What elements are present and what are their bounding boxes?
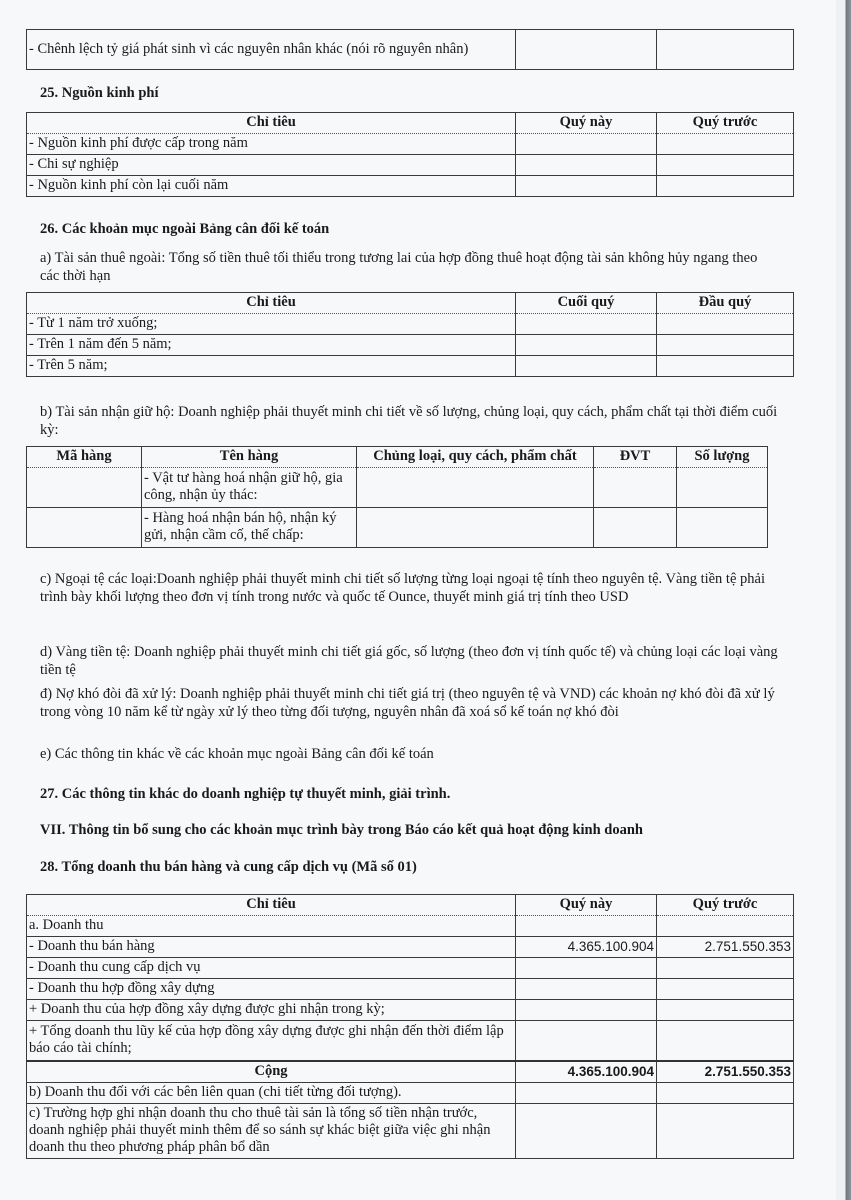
funding-table — [26, 112, 794, 197]
row-label: b) Doanh thu đối với các bên liên quan (chi tiết từng đối tượng). — [27, 1083, 516, 1104]
row-label: - Nguồn kinh phí được cấp trong năm — [27, 134, 516, 155]
row-value — [516, 1000, 657, 1021]
row-code — [27, 508, 142, 548]
row-unit — [594, 468, 677, 508]
section-28-heading: 28. Tổng doanh thu bán hàng và cung cấp dịch vụ (Mã số 01) — [40, 859, 417, 875]
row-value — [657, 356, 794, 377]
total-value-prev-quarter: 2.751.550.353 — [657, 1061, 794, 1083]
row-value — [657, 30, 794, 70]
table-row — [27, 155, 794, 176]
header-cell: Quý trước — [657, 895, 794, 916]
table-row — [27, 1021, 794, 1062]
row-value — [516, 916, 657, 937]
header-cell: Quý này — [516, 895, 657, 916]
table-row — [27, 134, 794, 155]
row-label: - Chi sự nghiệp — [27, 155, 516, 176]
table-row — [27, 1104, 794, 1159]
header-cell: Mã hàng — [27, 447, 142, 468]
row-value — [516, 979, 657, 1000]
row-label: - Trên 1 năm đến 5 năm; — [27, 335, 516, 356]
row-label: + Doanh thu của hợp đồng xây dựng được ghi nhận trong kỳ; — [27, 1000, 516, 1021]
row-label: - Vật tư hàng hoá nhận giữ hộ, gia công, nhận ủy thác: — [142, 468, 357, 508]
row-label: - Doanh thu cung cấp dịch vụ — [27, 958, 516, 979]
table-header — [27, 113, 794, 134]
row-value: 4.365.100.904 — [516, 937, 657, 958]
leased-assets-table — [26, 292, 794, 377]
section-27-heading: 27. Các thông tin khác do doanh nghiệp tự thuyết minh, giải trình. — [40, 786, 451, 802]
row-value — [657, 1021, 794, 1062]
row-value — [657, 335, 794, 356]
row-value — [657, 1083, 794, 1104]
table-row — [27, 979, 794, 1000]
row-label: c) Trường hợp ghi nhận doanh thu cho thuê tài sản là tổng số tiền nhận trước, doanh nghiệp phải thuyết minh thêm để so sánh sự khác biệt giữa việc ghi nhận doanh thu theo phương pháp phân bổ dần — [27, 1104, 516, 1159]
table-row — [27, 916, 794, 937]
section-26d-text: d) Vàng tiền tệ: Doanh nghiệp phải thuyết minh chi tiết giá gốc, số lượng (theo đơn vị tính quốc tế) và chủng loại các loại vàng tiền tệ — [40, 644, 778, 678]
table-row — [27, 1000, 794, 1021]
row-value — [516, 176, 657, 197]
section-26b-text: b) Tài sản nhận giữ hộ: Doanh nghiệp phải thuyết minh chi tiết về số lượng, chủng loại, quy cách, phẩm chất tại thời điểm cuối kỳ: — [40, 404, 778, 438]
revenue-table — [26, 894, 794, 1159]
held-assets-table — [26, 446, 768, 548]
section-26dd-text: đ) Nợ khó đòi đã xử lý: Doanh nghiệp phải thuyết minh chi tiết giá trị (theo nguyên tệ và VND) các khoản nợ khó đòi đã xử lý trong vòng 10 năm kể từ ngày xử lý theo từng đối tượng, nguyên nhân đã xoá sổ kế toán nợ khó đòi — [40, 686, 775, 720]
row-label: - Hàng hoá nhận bán hộ, nhận ký gửi, nhận cầm cố, thế chấp: — [142, 508, 357, 548]
row-value — [657, 176, 794, 197]
row-value — [657, 979, 794, 1000]
table-row — [27, 468, 768, 508]
section-26e-text: e) Các thông tin khác về các khoản mục ngoài Bảng cân đối kế toán — [40, 746, 434, 762]
row-label: - Nguồn kinh phí còn lại cuối năm — [27, 176, 516, 197]
exchange-diff-table — [26, 29, 794, 70]
row-value — [516, 30, 657, 70]
table-row — [27, 508, 768, 548]
row-value — [657, 1104, 794, 1159]
section-26c-text: c) Ngoại tệ các loại:Doanh nghiệp phải thuyết minh chi tiết số lượng từng loại ngoại tệ tính theo nguyên tệ. Vàng tiền tệ phải trình bày khối lượng theo đơn vị tính trong nước và quốc tế Ounce, thuyết minh giá trị tính theo USD — [40, 571, 765, 605]
header-cell: Chỉ tiêu — [27, 113, 516, 134]
row-value — [657, 314, 794, 335]
row-qty — [677, 508, 768, 548]
table-header — [27, 293, 794, 314]
table-row — [27, 937, 794, 958]
row-spec — [357, 468, 594, 508]
table-row — [27, 958, 794, 979]
total-row — [27, 1061, 794, 1083]
table-row — [27, 356, 794, 377]
table-header — [27, 447, 768, 468]
header-cell: ĐVT — [594, 447, 677, 468]
header-cell: Chủng loại, quy cách, phẩm chất — [357, 447, 594, 468]
section-26a-text: a) Tài sản thuê ngoài: Tổng số tiền thuê tối thiểu trong tương lai của hợp đồng thuê hoạt động tài sản không hủy ngang theo các thời hạn — [40, 250, 758, 284]
row-label: a. Doanh thu — [27, 916, 516, 937]
row-value — [657, 958, 794, 979]
header-cell: Quý trước — [657, 113, 794, 134]
row-label: - Chênh lệch tỷ giá phát sinh vì các nguyên nhân khác (nói rõ nguyên nhân) — [27, 30, 516, 70]
header-cell: Tên hàng — [142, 447, 357, 468]
row-label: + Tổng doanh thu lũy kế của hợp đồng xây dựng được ghi nhận đến thời điểm lập báo cáo tài chính; — [27, 1021, 516, 1062]
row-label: - Doanh thu hợp đồng xây dựng — [27, 979, 516, 1000]
row-value — [516, 356, 657, 377]
row-value — [657, 1000, 794, 1021]
table-row — [27, 30, 794, 70]
table-row — [27, 335, 794, 356]
header-cell: Quý này — [516, 113, 657, 134]
section-vii-heading: VII. Thông tin bổ sung cho các khoản mục trình bày trong Báo cáo kết quả hoạt động kinh doanh — [40, 822, 643, 838]
table-row — [27, 176, 794, 197]
section-25-heading: 25. Nguồn kinh phí — [40, 85, 159, 101]
row-code — [27, 468, 142, 508]
header-cell: Số lượng — [677, 447, 768, 468]
scan-edge — [836, 0, 851, 1200]
table-row — [27, 314, 794, 335]
header-cell: Cuối quý — [516, 293, 657, 314]
row-label: - Từ 1 năm trở xuống; — [27, 314, 516, 335]
row-value — [516, 314, 657, 335]
row-spec — [357, 508, 594, 548]
row-value — [657, 134, 794, 155]
row-value — [657, 916, 794, 937]
row-qty — [677, 468, 768, 508]
row-value — [516, 335, 657, 356]
row-value — [516, 155, 657, 176]
row-label: - Doanh thu bán hàng — [27, 937, 516, 958]
total-value-this-quarter: 4.365.100.904 — [516, 1061, 657, 1083]
row-unit — [594, 508, 677, 548]
total-label: Cộng — [27, 1061, 516, 1083]
row-value: 2.751.550.353 — [657, 937, 794, 958]
row-value — [516, 134, 657, 155]
row-label: - Trên 5 năm; — [27, 356, 516, 377]
row-value — [516, 1021, 657, 1062]
table-row — [27, 1083, 794, 1104]
row-value — [516, 1104, 657, 1159]
header-cell: Chỉ tiêu — [27, 293, 516, 314]
table-header — [27, 895, 794, 916]
row-value — [516, 1083, 657, 1104]
row-value — [516, 958, 657, 979]
row-value — [657, 155, 794, 176]
header-cell: Chỉ tiêu — [27, 895, 516, 916]
section-26-heading: 26. Các khoản mục ngoài Bảng cân đối kế toán — [40, 221, 330, 237]
header-cell: Đầu quý — [657, 293, 794, 314]
